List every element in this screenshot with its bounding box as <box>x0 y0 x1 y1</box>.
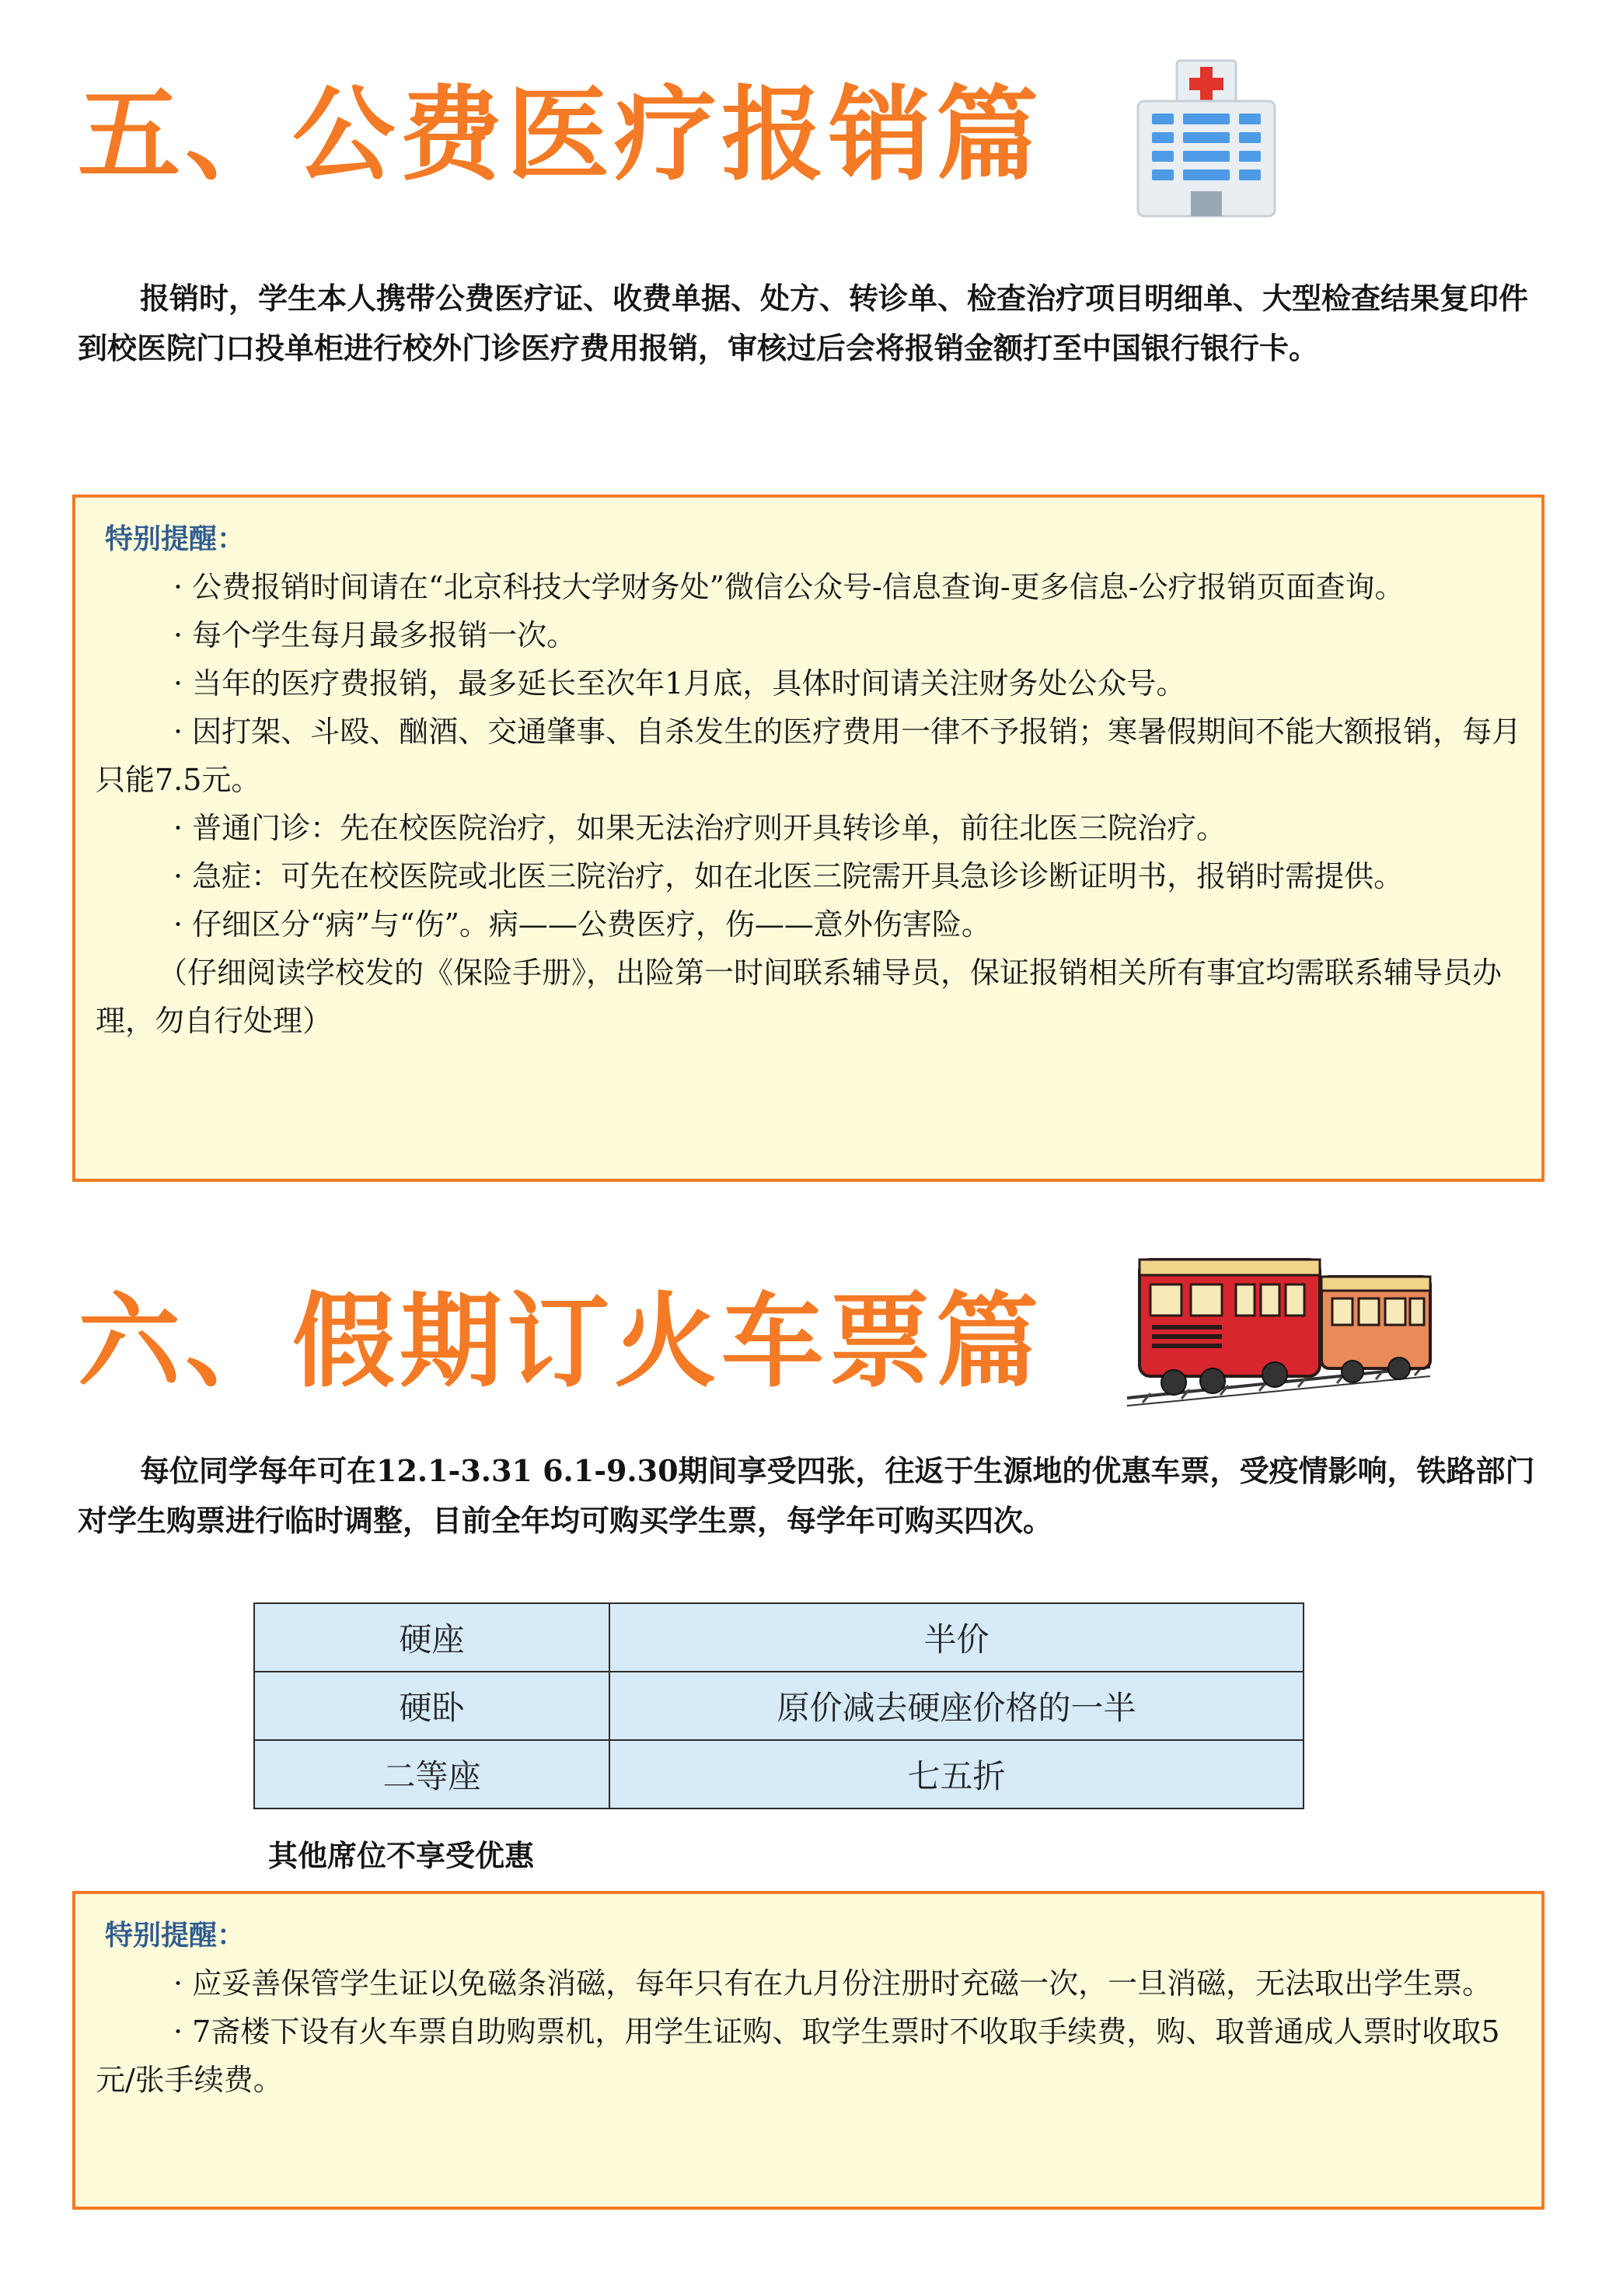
notice-item: · 普通门诊：先在校医院治疗，如果无法治疗则开具转诊单，前往北医三院治疗。 <box>173 811 1227 845</box>
notice-item: · 因打架、斗殴、酗酒、交通肇事、自杀发生的医疗费用一律不予报销；寒暑假期间不能大额报销，每月只能7.5元。 <box>96 715 1522 797</box>
table-row <box>254 1740 1304 1808</box>
notice-item: · 每个学生每月最多报销一次。 <box>173 618 577 652</box>
section-title-train: 六、假期订火车票篇 <box>78 1282 1043 1402</box>
table-row <box>254 1672 1304 1740</box>
notice-item: · 应妥善保管学生证以免磁条消磁，每年只有在九月份注册时充磁一次，一旦消磁，无法取出学生票。 <box>173 1966 1492 2001</box>
notice-item: · 仔细区分“病”与“伤”。病——公费医疗，伤——意外伤害险。 <box>173 907 991 942</box>
discount-cell: 半价 <box>609 1603 1304 1672</box>
seat-type-cell: 二等座 <box>254 1740 609 1808</box>
notice-box-train <box>72 1891 1544 2210</box>
notice-item: · 急症：可先在校医院或北医三院治疗，如在北医三院需开具急诊诊断证明书，报销时需提供。 <box>173 859 1404 893</box>
discount-cell: 七五折 <box>609 1740 1304 1808</box>
seat-type-cell: 硬卧 <box>254 1672 609 1740</box>
seat-type-cell: 硬座 <box>254 1603 609 1672</box>
reimbursement-intro: 报销时，学生本人携带公费医疗证、收费单据、处方、转诊单、检查治疗项目明细单、大型检查结果复印件到校医院门口投单柜进行校外门诊医疗费用报销，审核过后会将报销金额打至中国银行银行卡。 <box>78 281 1529 365</box>
notice-item: （仔细阅读学校发的《保险手册》，出险第一时间联系辅导员，保证报销相关所有事宜均需联系辅导员办理，勿自行处理） <box>96 956 1503 1038</box>
train-icon <box>1119 1250 1435 1414</box>
notice-title: 特别提醒： <box>105 1920 246 1952</box>
fare-discount-table <box>253 1602 1304 1809</box>
table-note: 其他席位不享受优惠 <box>268 1838 535 1873</box>
notice-item: · 当年的医疗费报销，最多延长至次年1月底，具体时间请关注财务处公众号。 <box>173 666 1186 701</box>
notice-item: · 公费报销时间请在“北京科技大学财务处”微信公众号-信息查询-更多信息-公疗报销页面查询。 <box>173 570 1405 604</box>
notice-title: 特别提醒： <box>105 523 246 555</box>
hospital-icon <box>1121 54 1292 225</box>
notice-item: · 7斋楼下设有火车票自助购票机，用学生证购、取学生票时不收取手续费，购、取普通成人票时收取5元/张手续费。 <box>96 2015 1500 2097</box>
train-ticket-intro: 每位同学每年可在12.1-3.31 6.1-9.30期间享受四张，往返于生源地的优惠车票，受疫情影响，铁路部门对学生购票进行临时调整，目前全年均可购买学生票，每学年可购买四次。 <box>78 1453 1535 1538</box>
table-row <box>254 1603 1304 1672</box>
notice-box-medical <box>72 494 1544 1182</box>
section-title-medical: 五、公费医疗报销篇 <box>78 75 1043 195</box>
discount-cell: 原价减去硬座价格的一半 <box>609 1672 1304 1740</box>
